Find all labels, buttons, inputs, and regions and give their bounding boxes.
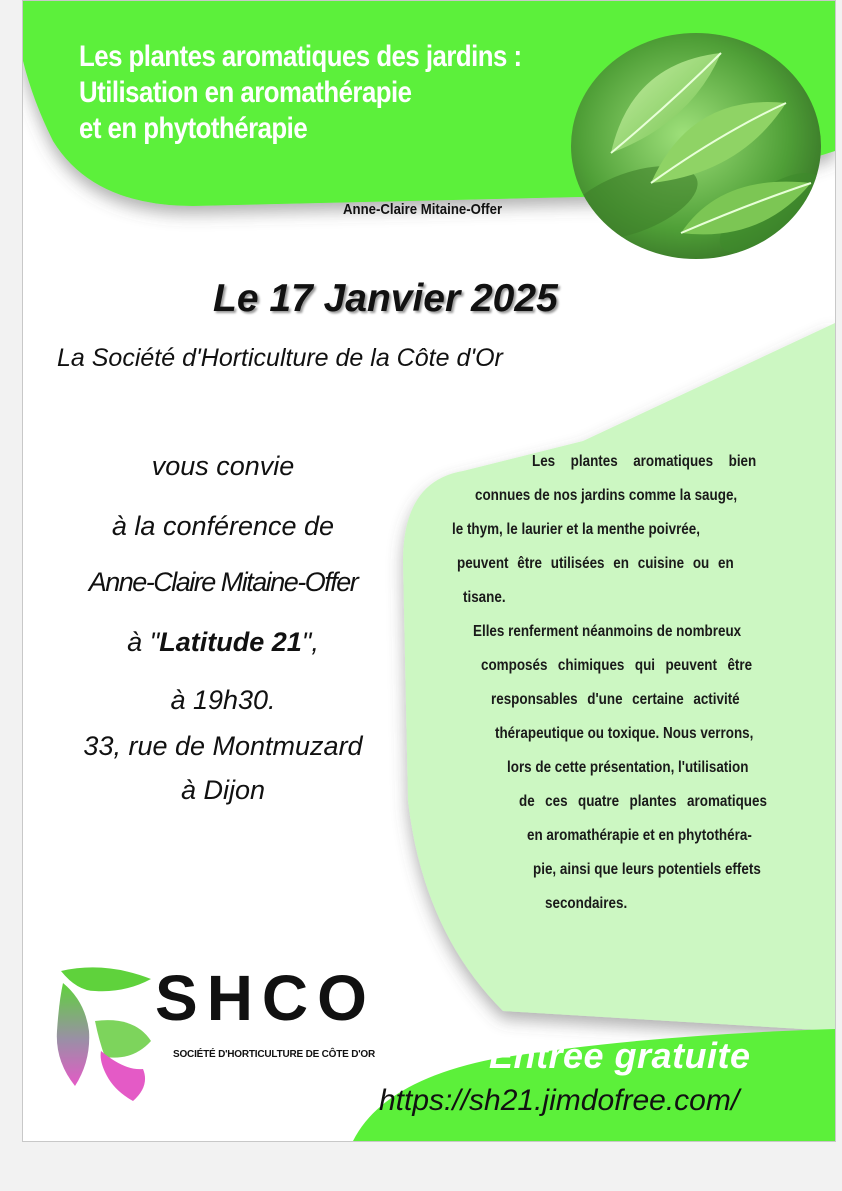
invite-time: à 19h30. xyxy=(170,685,276,715)
poster xyxy=(22,0,836,1142)
description-line: le thym, le laurier et la menthe poivrée, xyxy=(452,521,700,538)
description-line: en aromathérapie et en phytothéra- xyxy=(527,827,752,844)
description-line: peuvent être utilisées en cuisine ou en xyxy=(457,555,734,572)
host-society: La Société d'Horticulture de la Côte d'Or xyxy=(57,344,503,372)
logo-wordmark: SHCO xyxy=(155,962,376,1034)
description-line: Les plantes aromatiques bien xyxy=(532,453,757,470)
invite-address: 33, rue de Montmuzard xyxy=(83,731,363,761)
speaker-name: Anne-Claire Mitaine-Offer xyxy=(343,201,503,218)
title-line-1: Les plantes aromatiques des jardins : xyxy=(79,40,522,73)
venue-suffix: ", xyxy=(301,627,319,657)
description-line: tisane. xyxy=(463,589,506,606)
description-line: composés chimiques qui peuvent être xyxy=(481,657,753,674)
description-line: thérapeutique ou toxique. Nous verrons, xyxy=(495,725,754,742)
invite-venue xyxy=(23,627,423,658)
description-line: pie, ainsi que leurs potentiels effets xyxy=(533,861,761,878)
venue-prefix: à " xyxy=(127,627,160,657)
description-line: responsables d'une certaine activité xyxy=(491,691,740,708)
title-line-2: Utilisation en aromathérapie xyxy=(79,76,412,109)
description-line: Elles renferment néanmoins de nombreux xyxy=(473,623,742,640)
invite-speaker: Anne-Claire Mitaine-Offer xyxy=(88,567,358,597)
free-entry-label: Entrée gratuite xyxy=(489,1035,751,1076)
logo-subtitle: SOCIÉTÉ D'HORTICULTURE DE CÔTE D'OR xyxy=(173,1049,376,1060)
website-url[interactable]: https://sh21.jimdofree.com/ xyxy=(379,1084,740,1117)
shco-logo xyxy=(55,961,385,1101)
invite-city: à Dijon xyxy=(180,775,266,805)
description-line: lors de cette présentation, l'utilisation xyxy=(507,759,749,776)
description-line: secondaires. xyxy=(545,895,628,912)
venue-name: Latitude 21 xyxy=(159,627,302,657)
event-description xyxy=(435,451,815,931)
sage-leaf-photo xyxy=(571,33,821,259)
description-line: connues de nos jardins comme la sauge, xyxy=(475,487,738,504)
title-line-3: et en phytothérapie xyxy=(79,112,308,145)
shco-leaf-logo xyxy=(55,961,165,1101)
event-date: Le 17 Janvier 2025 xyxy=(213,277,558,320)
invite-line-1: vous convie xyxy=(151,451,295,481)
description-line: de ces quatre plantes aromatiques xyxy=(519,793,767,810)
invite-line-2: à la conférence de xyxy=(111,511,335,541)
poster-title xyxy=(79,39,526,147)
